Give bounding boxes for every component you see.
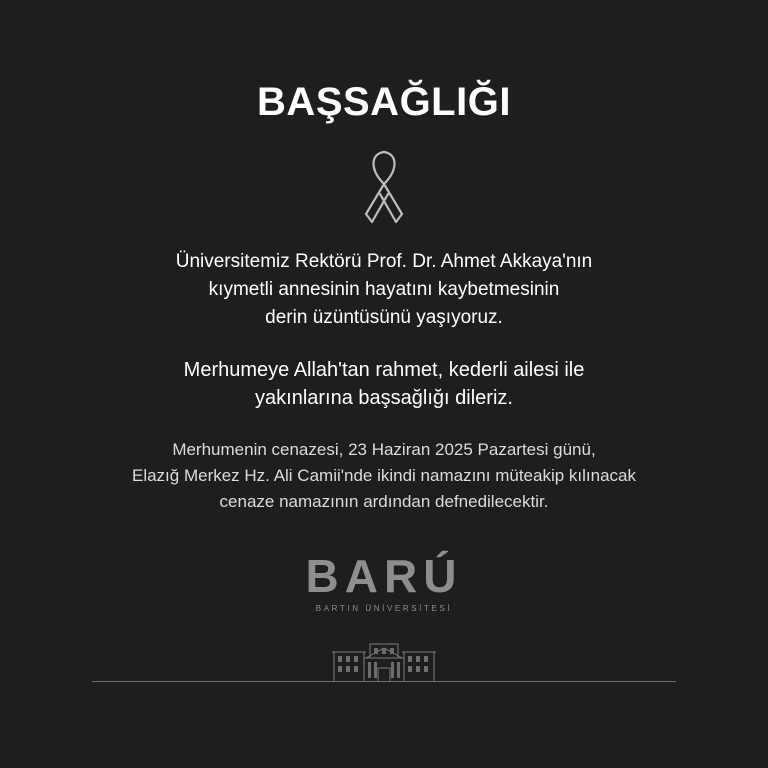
text-line: kıymetli annesinin hayatını kaybetmesinin: [208, 279, 560, 300]
text-line: Merhumenin cenazesi, 23 Haziran 2025 Pazartesi günü,: [172, 440, 596, 459]
page-title: BAŞSAĞLIĞI: [257, 80, 511, 124]
text-line: Elazığ Merkez Hz. Ali Camii'nde ikindi namazını müteakip kılınacak: [131, 466, 636, 485]
text-line: yakınlarına başsağlığı dileriz.: [255, 387, 513, 409]
university-logo-wordmark: BARÚ: [305, 550, 463, 602]
text-line: cenaze namazının ardından defnedilecektir.: [219, 492, 549, 511]
paragraph-condolence: [0, 356, 768, 412]
university-logo-subtitle: BARTIN ÜNİVERSİTESİ: [315, 604, 453, 613]
paragraph-funeral-info: [0, 437, 768, 515]
university-building-icon: [330, 640, 438, 682]
text-line: derin üzüntüsünü yaşıyoruz.: [265, 307, 503, 328]
text-line: Merhumeye Allah'tan rahmet, kederli ailesi ile: [183, 359, 585, 381]
text-line: Üniversitemiz Rektörü Prof. Dr. Ahmet Akkaya'nın: [175, 251, 593, 272]
ground-line: [92, 681, 676, 682]
mourning-ribbon-icon: [354, 148, 414, 228]
paragraph-announcement: [0, 248, 768, 332]
